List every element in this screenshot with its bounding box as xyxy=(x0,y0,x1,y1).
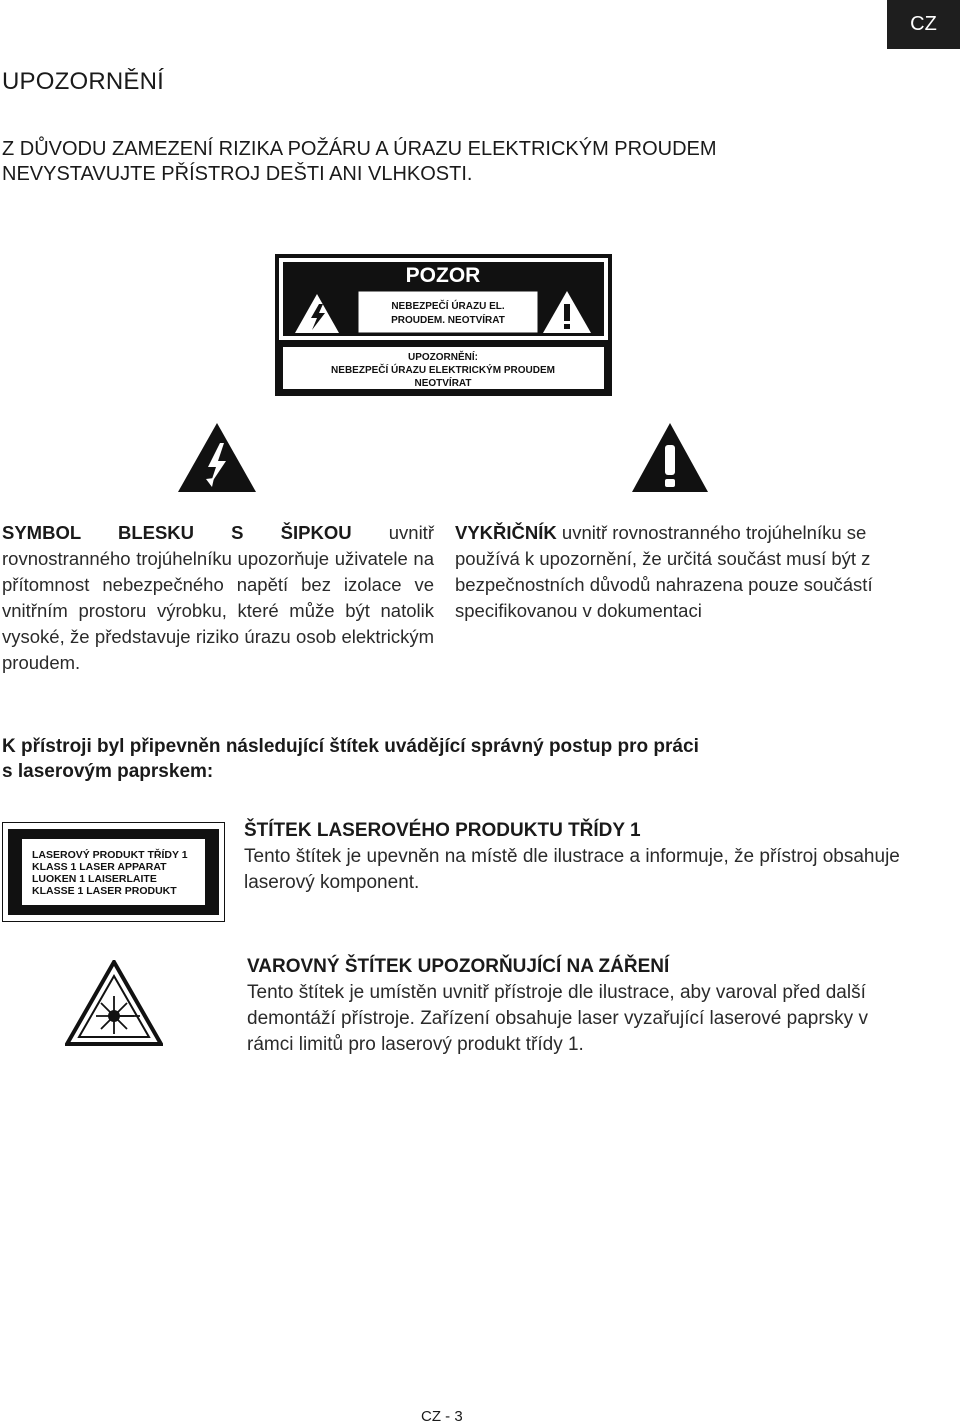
laser-intro xyxy=(2,734,902,784)
caution-label xyxy=(275,254,612,396)
page-number: CZ - 3 xyxy=(421,1408,463,1425)
lightning-warning-icon xyxy=(178,423,256,493)
laser-radiation-icon xyxy=(65,960,163,1046)
lightning-symbol-description xyxy=(2,520,434,676)
laser-label-line-2: KLASS 1 LASER APPARAT xyxy=(32,861,167,873)
laser-intro-line-2: s laserovým paprskem: xyxy=(2,761,214,782)
lightning-symbol-text: uvnitř rovnostranného trojúhelníku upozorňuje uživatele na přítomnost nebezpečného napětí bez izolace ve vnitřním prostoru výrobku, které může být natolik vysoké, že představuje riziko úrazu osob elektrickým proudem. xyxy=(2,522,434,673)
laser-class-description xyxy=(244,818,924,896)
caution-lower-2: NEBEZPEČÍ ÚRAZU ELEKTRICKÝM PROUDEM xyxy=(331,365,555,376)
page-title: UPOZORNĚNÍ xyxy=(2,68,165,95)
laser-class-text: Tento štítek je upevněn na místě dle ilustrace a informuje, že přístroj obsahuje laserový komponent. xyxy=(244,846,900,893)
radiation-label-text: Tento štítek je umístěn uvnitř přístroje dle ilustrace, aby varoval před další demontáží přístroje. Zařízení obsahuje laser vyzařující laserové paprsky v rámci limitů pro laserový produkt třídy 1. xyxy=(247,982,868,1055)
radiation-label-description xyxy=(247,954,897,1058)
exclamation-symbol-description xyxy=(455,520,887,624)
caution-subtext-2: PROUDEM. NEOTVÍRAT xyxy=(391,315,505,326)
laser-class-title: ŠTÍTEK LASEROVÉHO PRODUKTU TŘÍDY 1 xyxy=(244,820,641,841)
laser-label-line-4: KLASSE 1 LASER PRODUKT xyxy=(32,885,177,897)
warning-line-2: NEVYSTAVUJTE PŘÍSTROJ DEŠTI ANI VLHKOSTI. xyxy=(2,163,473,185)
exclamation-warning-icon xyxy=(632,423,708,493)
caution-subtext-1: NEBEZPEČÍ ÚRAZU EL. xyxy=(391,301,505,312)
laser-label-line-1: LASEROVÝ PRODUKT TŘÍDY 1 xyxy=(32,849,188,861)
exclamation-symbol-title: VYKŘIČNÍK xyxy=(455,522,557,543)
lightning-symbol-title: SYMBOL BLESKU S ŠIPKOU xyxy=(2,522,352,543)
exclamation-symbol-text: uvnitř rovnostranného trojúhelníku se používá k upozornění, že určitá součást musí být z bezpečnostních důvodů nahrazena pouze součástí specifikovanou v dokumentaci xyxy=(455,522,873,621)
laser-label-line-3: LUOKEN 1 LAISERLAITE xyxy=(32,873,157,885)
caution-lower-1: UPOZORNĚNÍ: xyxy=(408,352,478,363)
caution-lower-3: NEOTVÍRAT xyxy=(414,378,472,389)
laser-class-label xyxy=(2,822,225,922)
radiation-label-title: VAROVNÝ ŠTÍTEK UPOZORŇUJÍCÍ NA ZÁŘENÍ xyxy=(247,956,670,977)
language-tab: CZ xyxy=(887,0,960,49)
warning-line-1: Z DŮVODU ZAMEZENÍ RIZIKA POŽÁRU A ÚRAZU ELEKTRICKÝM PROUDEM xyxy=(2,138,717,160)
warning-text xyxy=(2,137,902,187)
caution-heading: POZOR xyxy=(405,264,481,287)
laser-intro-line-1: K přístroji byl připevněn následující štítek uvádějící správný postup pro práci xyxy=(2,736,699,757)
